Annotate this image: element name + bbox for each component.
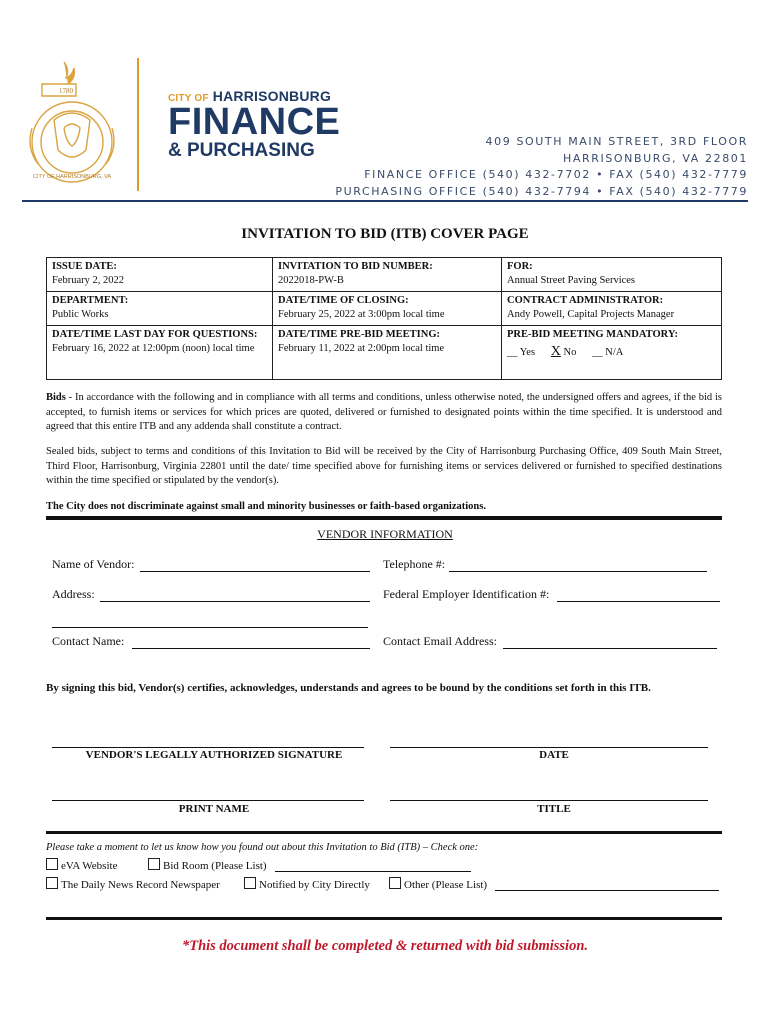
seal-caption: CITY OF HARRISONBURG, VA: [32, 174, 112, 180]
contact-name-field[interactable]: [132, 648, 370, 649]
title-field[interactable]: [390, 800, 708, 801]
contact-email-label: Contact Email Address:: [383, 634, 497, 648]
survey-option-bidroom[interactable]: [148, 858, 267, 872]
sealed-bids-paragraph: Sealed bids, subject to terms and conditions of this Invitation to Bid will be received by the City of Harrisonburg Purchasing Office, 409 South Main Street, Third Floor, Harrisonburg, Virginia 22801 until the date/ time specified above for furnishing items or services delivered or furnished to specified destinations within the time specified or stipulated by the vendor(s).: [46, 446, 722, 486]
questions-cell: [47, 326, 273, 380]
itb-number-label: INVITATION TO BID NUMBER:: [278, 261, 433, 272]
prebid-value: February 11, 2022 at 2:00pm local time: [278, 343, 445, 354]
city-seal-logo: [24, 58, 120, 190]
option-label: Other (Please List): [404, 879, 488, 891]
vendor-name-field[interactable]: [140, 571, 370, 572]
brand-city-name: HARRISONBURG: [212, 88, 332, 104]
brand-finance: FINANCE: [168, 101, 341, 143]
itb-number-value: 2022018-PW-B: [278, 275, 344, 286]
checkbox[interactable]: [46, 858, 58, 870]
print-name-label: PRINT NAME: [178, 803, 250, 815]
seal-year: 1780: [59, 87, 73, 95]
for-label: FOR:: [507, 261, 533, 272]
mandatory-yes-mark[interactable]: __: [507, 347, 518, 358]
closing-cell: [273, 292, 502, 326]
vendor-section-title: VENDOR INFORMATION: [317, 527, 453, 541]
contact-email-field[interactable]: [503, 648, 717, 649]
mandatory-na-mark[interactable]: __: [592, 347, 603, 358]
header-divider: [137, 58, 139, 191]
return-notice: *This document shall be completed & returned with bid submission.: [181, 938, 589, 954]
vendor-name-label: Name of Vendor:: [52, 557, 135, 571]
telephone-field[interactable]: [449, 571, 707, 572]
issue-date-label: ISSUE DATE:: [52, 261, 117, 272]
survey-option-other[interactable]: [389, 877, 487, 891]
brand-wordmark: [168, 88, 358, 162]
survey-option-notified[interactable]: [244, 877, 370, 891]
closing-label: DATE/TIME OF CLOSING:: [278, 295, 409, 306]
table-row: [47, 258, 722, 292]
department-value: Public Works: [52, 309, 109, 320]
for-value: Annual Street Paving Services: [507, 275, 636, 286]
brand-purchasing: & PURCHASING: [168, 140, 315, 161]
table-row: [47, 326, 722, 380]
checkbox[interactable]: [148, 858, 160, 870]
bids-label: Bids: [46, 392, 66, 403]
mandatory-yes-label: Yes: [519, 347, 536, 358]
section-bar: [46, 516, 722, 520]
page-title: INVITATION TO BID (ITB) COVER PAGE: [241, 226, 529, 242]
section-bar: [46, 831, 722, 834]
mandatory-no-mark[interactable]: X: [550, 344, 561, 359]
address-line: FINANCE OFFICE (540) 432-7702 • FAX (540) 432-7779: [364, 168, 748, 181]
address-line: HARRISONBURG, VA 22801: [563, 151, 748, 165]
other-list-field[interactable]: [495, 890, 719, 891]
date-field[interactable]: [390, 747, 708, 748]
contact-name-label: Contact Name:: [52, 634, 125, 648]
questions-label: DATE/TIME LAST DAY FOR QUESTIONS:: [52, 329, 258, 340]
for-cell: [502, 258, 722, 292]
mandatory-cell: [502, 326, 722, 380]
office-address: [335, 134, 748, 200]
address-line: PURCHASING OFFICE (540) 432-7794 • FAX (540) 432-7779: [335, 184, 748, 198]
survey-option-eva[interactable]: [46, 858, 117, 872]
certification-statement: By signing this bid, Vendor(s) certifies, acknowledges, understands and agrees to be bound by the conditions set forth in this ITB.: [46, 682, 651, 694]
prebid-cell: [273, 326, 502, 380]
title-label: TITLE: [537, 803, 571, 815]
option-label: The Daily News Record Newspaper: [61, 879, 220, 891]
prebid-label: DATE/TIME PRE-BID MEETING:: [278, 329, 440, 340]
print-name-field[interactable]: [52, 800, 364, 801]
signature-label: VENDOR'S LEGALLY AUTHORIZED SIGNATURE: [85, 749, 343, 761]
mandatory-options: [507, 345, 716, 360]
admin-value: Andy Powell, Capital Projects Manager: [507, 309, 675, 320]
bids-text: - In accordance with the following and in compliance with all terms and conditions, unless otherwise noted, the undersigned offers and agrees, if the bid is accepted, to furnish items or services for which prices are quoted, delivered or furnished to designated points within the time specified. It is understood and agreed that this entire ITB and any addenda shall constitute a contract.: [46, 392, 722, 432]
address-label: Address:: [52, 587, 95, 601]
mandatory-label: PRE-BID MEETING MANDATORY:: [507, 329, 678, 340]
issue-date-cell: [47, 258, 273, 292]
fein-label: Federal Employer Identification #:: [383, 587, 550, 601]
itb-number-cell: [273, 258, 502, 292]
option-label: Bid Room (Please List): [163, 860, 267, 872]
admin-cell: [502, 292, 722, 326]
checkbox[interactable]: [389, 877, 401, 889]
itb-info-table: [46, 257, 722, 380]
nondiscrimination-statement: The City does not discriminate against small and minority businesses or faith-based organizations.: [46, 501, 486, 512]
brand-city-prefix: CITY OF: [168, 93, 209, 104]
department-cell: [47, 292, 273, 326]
address-line: 409 SOUTH MAIN STREET, 3RD FLOOR: [485, 135, 748, 148]
issue-date-value: February 2, 2022: [52, 275, 125, 286]
fein-field[interactable]: [557, 601, 720, 602]
bidroom-list-field[interactable]: [275, 871, 471, 872]
address-field[interactable]: [100, 601, 370, 602]
mandatory-na-label: N/A: [605, 347, 624, 358]
questions-value: February 16, 2022 at 12:00pm (noon) local time: [52, 343, 255, 354]
bids-paragraph: [46, 391, 722, 435]
checkbox[interactable]: [46, 877, 58, 889]
option-label: eVA Website: [61, 860, 118, 872]
option-label: Notified by City Directly: [259, 879, 370, 891]
admin-label: CONTRACT ADMINISTRATOR:: [507, 295, 664, 306]
date-label: DATE: [539, 749, 569, 761]
table-row: [47, 292, 722, 326]
survey-prompt: Please take a moment to let us know how you found out about this Invitation to Bid (ITB) – Check one:: [46, 842, 479, 853]
mandatory-no-label: No: [563, 347, 577, 358]
checkbox[interactable]: [244, 877, 256, 889]
survey-option-newspaper[interactable]: [46, 877, 220, 891]
signature-field[interactable]: [52, 747, 364, 748]
closing-value: February 25, 2022 at 3:00pm local time: [278, 309, 445, 320]
header-rule: [22, 200, 748, 202]
telephone-label: Telephone #:: [383, 557, 446, 571]
department-label: DEPARTMENT:: [52, 295, 129, 306]
address-line-2-field[interactable]: [52, 627, 368, 628]
section-bar: [46, 917, 722, 920]
